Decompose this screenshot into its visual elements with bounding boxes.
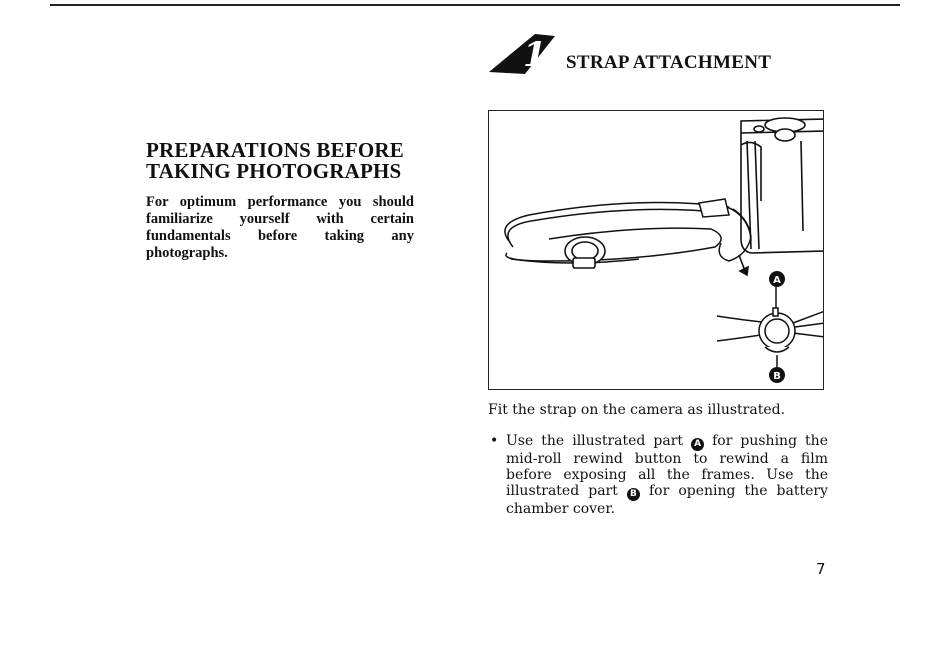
strap-attachment-diagram — [489, 111, 824, 390]
section-title — [146, 140, 436, 182]
page-number: 7 — [816, 560, 826, 578]
section-title-line2: TAKING PHOTOGRAPHS — [146, 159, 402, 183]
label-b — [769, 367, 785, 383]
label-a — [769, 271, 785, 287]
bullet-icon: • — [490, 433, 499, 449]
down-arrow-icon — [739, 255, 748, 275]
bullet-text-part2: for pushing the mid-roll rewind button to rewind a film before exposing all the frames. Use the illustrated part — [506, 433, 828, 499]
strap — [505, 199, 751, 263]
bullet-text-part1: Use the illustrated part — [506, 433, 684, 449]
bullet-text — [506, 433, 828, 517]
part-b-mark-icon: B — [627, 488, 640, 501]
strap-detail — [717, 287, 824, 367]
left-section — [146, 140, 436, 262]
step-number-badge-icon — [487, 28, 557, 76]
step-number: 1 — [523, 35, 547, 75]
bullet-text-part3: for opening the battery chamber cover. — [506, 483, 828, 517]
camera-body — [741, 118, 824, 253]
figure-caption: Fit the strap on the camera as illustrated. — [488, 402, 786, 418]
strap-illustration — [488, 110, 824, 390]
part-a-mark-icon: A — [691, 438, 704, 451]
bullet-item — [490, 433, 828, 517]
label-b-text: B — [773, 371, 781, 382]
section-title-line1: PREPARATIONS BEFORE — [146, 138, 404, 162]
intro-paragraph: For optimum performance you should familiarize yourself with certain fundamentals before taking any photographs. — [146, 194, 414, 261]
step-title: STRAP ATTACHMENT — [566, 52, 772, 73]
label-a-text: A — [773, 275, 781, 286]
top-rule — [50, 4, 900, 6]
